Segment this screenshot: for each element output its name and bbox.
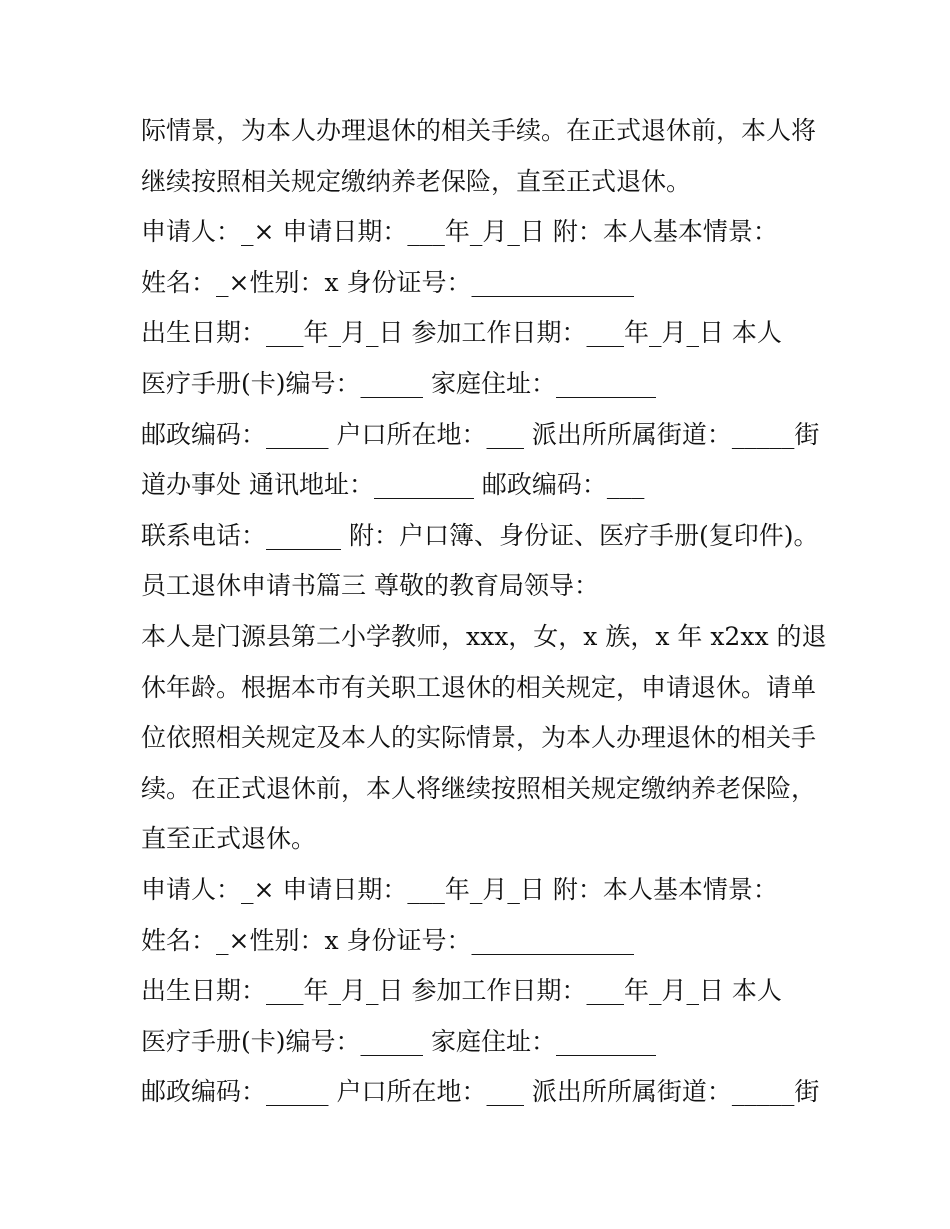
text-line: 出生日期：___年_月_日 参加工作日期：___年_月_日 本人: [141, 318, 782, 348]
section-heading-line: 员工退休申请书篇三 尊敬的教育局领导：: [141, 571, 599, 601]
text-line: 姓名：_×性别：x 身份证号：_____________: [141, 925, 634, 955]
text-line: 联系电话：______ 附：户口簿、身份证、医疗手册(复印件)。: [141, 520, 819, 550]
text-line: 邮政编码：_____ 户口所在地：___ 派出所所属街道：_____街: [141, 419, 820, 449]
text-line: 姓名：_×性别：x 身份证号：_____________: [141, 267, 634, 297]
text-line: 休年龄。根据本市有关职工退休的相关规定，申请退休。请单: [141, 672, 817, 702]
text-line: 继续按照相关规定缴纳养老保险，直至正式退休。: [141, 166, 692, 196]
text-line: 医疗手册(卡)编号：_____ 家庭住址：________: [141, 368, 656, 398]
text-line: 道办事处 通讯地址：________ 邮政编码：___: [141, 470, 645, 500]
text-line: 申请人：_× 申请日期：___年_月_日 附：本人基本情景：: [141, 217, 778, 247]
text-line: 申请人：_× 申请日期：___年_月_日 附：本人基本情景：: [141, 874, 778, 904]
text-line: 出生日期：___年_月_日 参加工作日期：___年_月_日 本人: [141, 976, 782, 1006]
text-line: 医疗手册(卡)编号：_____ 家庭住址：________: [141, 1026, 656, 1056]
text-line: 直至正式退休。: [141, 824, 317, 854]
text-line: 本人是门源县第二小学教师，xxx，女，x 族，x 年 x2xx 的退: [141, 621, 827, 651]
document-body: [141, 106, 831, 1118]
text-line: 际情景，为本人办理退休的相关手续。在正式退休前，本人将: [141, 116, 817, 145]
text-line: 位依照相关规定及本人的实际情景，为本人办理退休的相关手: [141, 723, 817, 753]
text-line: 邮政编码：_____ 户口所在地：___ 派出所所属街道：_____街: [141, 1077, 820, 1107]
text-line: 续。在正式退休前，本人将继续按照相关规定缴纳养老保险，: [141, 773, 817, 803]
